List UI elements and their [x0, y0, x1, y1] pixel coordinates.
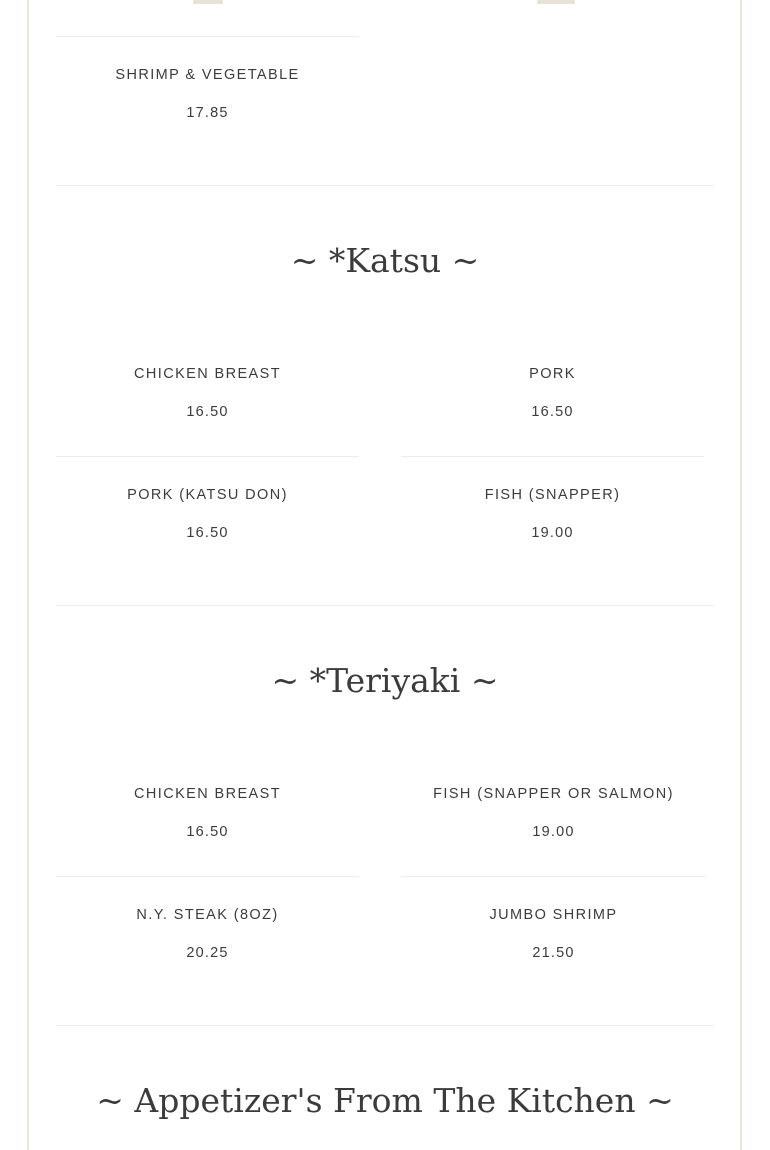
item-price: 16.50	[186, 404, 229, 420]
clipped-price-left	[193, 0, 223, 4]
item-name: FISH (SNAPPER OR SALMON)	[433, 786, 674, 802]
section-divider	[56, 1025, 714, 1026]
item-name: PORK (KATSU DON)	[127, 487, 288, 503]
menu-item	[401, 366, 704, 420]
item-divider	[401, 876, 706, 877]
item-divider	[56, 456, 359, 457]
item-price: 17.85	[186, 105, 229, 121]
item-price: 20.25	[186, 945, 229, 961]
menu-frame	[27, 0, 742, 1150]
item-name: SHRIMP & VEGETABLE	[115, 67, 300, 83]
item-price: 19.00	[531, 525, 574, 541]
item-divider	[401, 456, 704, 457]
menu-item	[56, 487, 359, 541]
menu-item	[56, 67, 359, 121]
item-name: FISH (SNAPPER)	[484, 487, 621, 503]
menu-item	[401, 907, 706, 961]
section-divider	[56, 605, 714, 606]
item-price: 21.50	[532, 945, 575, 961]
item-name: CHICKEN BREAST	[134, 366, 281, 382]
menu-item	[56, 366, 359, 420]
section-title-appetizers: ~ Appetizer's From The Kitchen ~	[96, 1081, 674, 1120]
menu-item	[401, 487, 704, 541]
item-price: 16.50	[186, 525, 229, 541]
item-name: CHICKEN BREAST	[134, 786, 281, 802]
menu-item	[401, 786, 706, 840]
clipped-price-right	[537, 0, 575, 4]
item-name: PORK	[529, 366, 576, 382]
item-divider	[56, 36, 359, 37]
section-divider	[56, 185, 714, 186]
item-price: 16.50	[531, 404, 574, 420]
menu-item	[56, 786, 359, 840]
item-price: 16.50	[186, 824, 229, 840]
section-title-katsu: ~ *Katsu ~	[290, 241, 480, 280]
item-name: N.Y. STEAK (8OZ)	[136, 907, 279, 923]
item-price: 19.00	[532, 824, 575, 840]
item-name: JUMBO SHRIMP	[489, 907, 618, 923]
section-title-teriyaki: ~ *Teriyaki ~	[271, 661, 499, 700]
menu-item	[56, 907, 359, 961]
item-divider	[56, 876, 359, 877]
